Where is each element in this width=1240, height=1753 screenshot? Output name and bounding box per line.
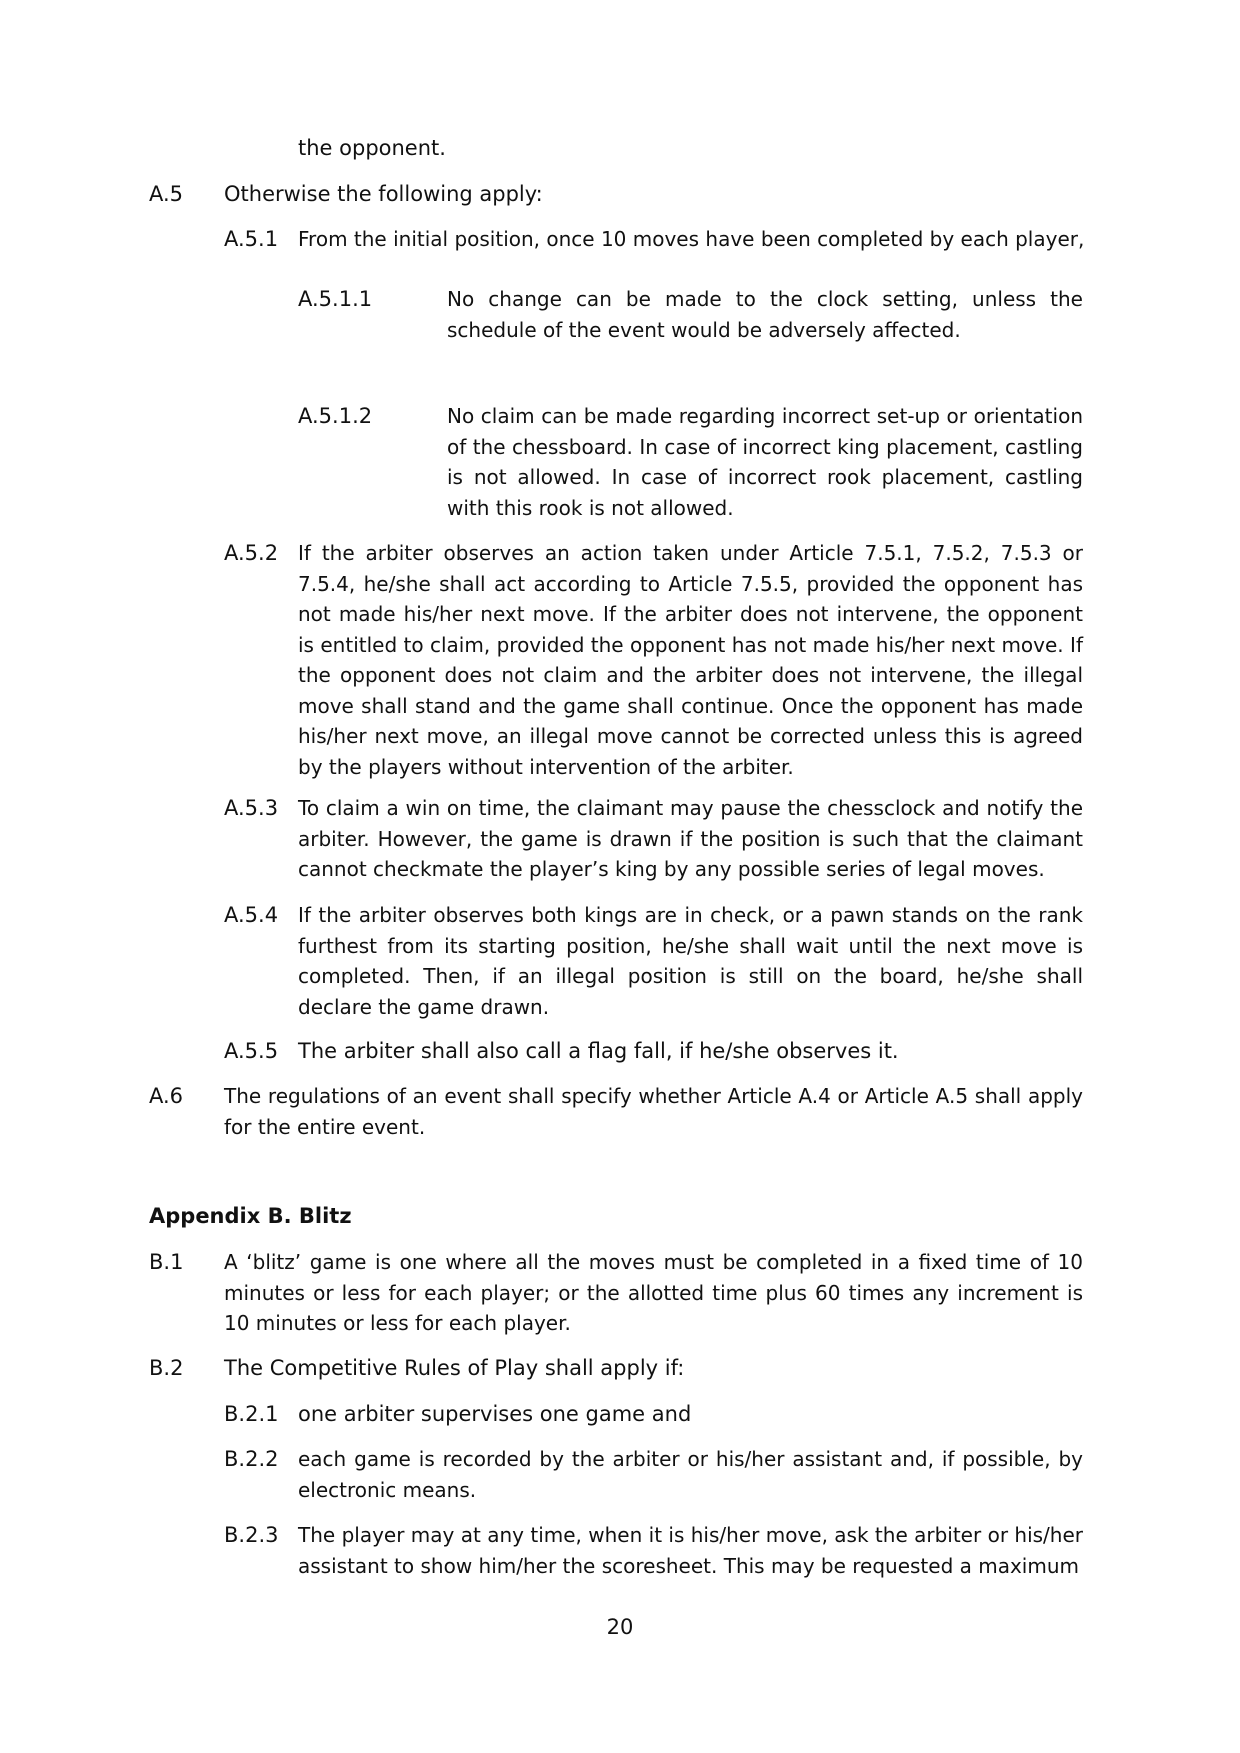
section-number: A.5.1.1 (298, 287, 373, 311)
page-number: 20 (606, 1615, 634, 1639)
section-text: Otherwise the following apply: (224, 182, 543, 206)
section-text: The player may at any time, when it is his/her move, ask the arbiter or his/her assistant to show him/her the scoresheet. This may be requested a maximum (298, 1523, 1083, 1578)
section-number: B.1 (149, 1250, 184, 1274)
section-number: B.2.1 (224, 1402, 279, 1426)
section-number: A.5.5 (224, 1039, 279, 1063)
section-text: From the initial position, once 10 moves have been completed by each player, (298, 227, 1085, 251)
section-number: A.5.2 (224, 541, 279, 565)
section-text: The arbiter shall also call a flag fall, if he/she observes it. (298, 1039, 899, 1063)
section-text: The regulations of an event shall specify whether Article A.4 or Article A.5 shall apply for the entire event. (224, 1084, 1083, 1139)
section-number: B.2.3 (224, 1523, 279, 1547)
section-text: No change can be made to the clock setting, unless the schedule of the event would be adversely affected. (447, 287, 1083, 342)
section-number: B.2 (149, 1356, 184, 1380)
section-text: If the arbiter observes both kings are in check, or a pawn stands on the rank furthest from its starting position, he/she shall wait until the next move is completed. Then, if an illegal position is still on the board, he/she shall declare the game drawn. (298, 903, 1083, 1019)
section-number: A.5.4 (224, 903, 279, 927)
section-number: A.5 (149, 182, 184, 206)
section-number: A.6 (149, 1084, 184, 1108)
section-number: A.5.1.2 (298, 404, 373, 428)
section-text: If the arbiter observes an action taken under Article 7.5.1, 7.5.2, 7.5.3 or 7.5.4, he/she shall act according to Article 7.5.5, provided the opponent has not made his/her next move. If the arbiter does not intervene, the opponent is entitled to claim, provided the opponent has not made his/her next move. If the opponent does not claim and the arbiter does not intervene, the illegal move shall stand and the game shall continue. Once the opponent has made his/her next move, an illegal move cannot be corrected unless this is agreed by the players without intervention of the arbiter. (298, 541, 1083, 779)
appendix-heading: Appendix B. Blitz (149, 1204, 352, 1228)
section-number: A.5.1 (224, 227, 279, 251)
section-text: To claim a win on time, the claimant may pause the chessclock and notify the arbiter. However, the game is drawn if the position is such that the claimant cannot checkmate the player’s king by any possible series of legal moves. (298, 796, 1083, 881)
section-text: A ‘blitz’ game is one where all the moves must be completed in a fixed time of 10 minutes or less for each player; or the allotted time plus 60 times any increment is 10 minutes or less for each player. (224, 1250, 1083, 1335)
section-number: A.5.3 (224, 796, 279, 820)
section-text: No claim can be made regarding incorrect set-up or orientation of the chessboard. In case of incorrect king placement, castling is not allowed. In case of incorrect rook placement, castling with this rook is not allowed. (447, 404, 1083, 520)
section-text: one arbiter supervises one game and (298, 1402, 692, 1426)
section-text: each game is recorded by the arbiter or his/her assistant and, if possible, by electronic means. (298, 1447, 1083, 1502)
section-text: The Competitive Rules of Play shall apply if: (224, 1356, 685, 1380)
continuation-text: the opponent. (298, 136, 446, 160)
section-number: B.2.2 (224, 1447, 279, 1471)
